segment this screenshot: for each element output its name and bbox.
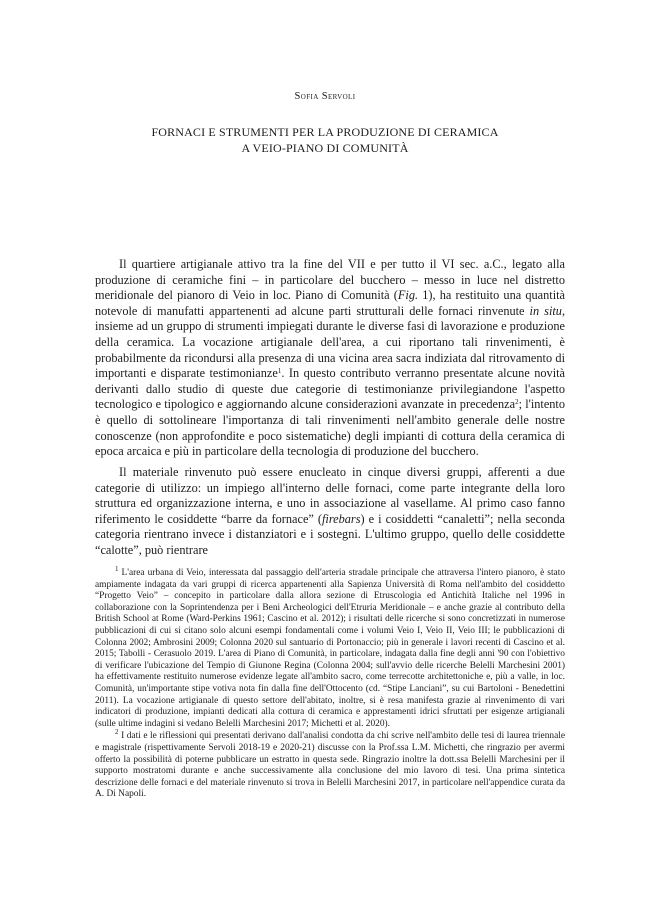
paragraph-text: ) e i cosiddetti “canaletti”; nella seconda categoria rientrano invece i distanziatori e i sostegni. L'ultimo gruppo, quello delle cosiddette “calotte”, può rientrare [95, 511, 565, 557]
paragraph-text: 1), ha restituito una quantità notevole di manufatti appartenenti ad alcune parti strutturali delle fornaci rinvenute [95, 288, 565, 318]
paragraph-text: . In questo contributo verranno presentate alcune novità derivanti dallo studio di queste due categorie di testimonianze privilegiandone l'aspetto tecnologico e tipologico e aggiornando alcune considerazioni avanzate in precedenza [95, 366, 565, 412]
italic-term: in situ [529, 303, 562, 318]
footnote-1 [95, 565, 566, 730]
footnote-2 [95, 728, 565, 801]
paragraph-text: ; l'intento è quello di sottolineare l'importanza di tali rinvenimenti nell'ambito generale delle nostre conoscenze (non approfondite e poco sistematiche) degli impianti di cottura della ceramica di epoca arcaica e più in particolare della tecnologia di produzione del bucchero. [95, 397, 565, 459]
footnote-marker-2[interactable]: 2 [515, 398, 519, 407]
paragraph-text: Il materiale rinvenuto può essere enucleato in cinque diversi gruppi, afferenti a due categorie di utilizzo: un impiego all'interno delle fornaci, come parte integrante della loro struttura ed organizzazione interna, e uno in associazione al vasellame. Al primo caso fanno riferimento le cosiddette “barre da fornace” ( [95, 465, 565, 526]
footnote-number: 2 [115, 728, 119, 737]
article-title [100, 124, 550, 156]
paragraph-text: Il quartiere artigianale attivo tra la fine del VII e per tutto il VI sec. a.C., legato alla produzione di ceramiche fini – in particolare del bucchero – messo in luce nel distretto meridionale del pianoro di Veio in loc. Piano di Comunità ( [95, 257, 565, 303]
title-line-1: FORNACI E STRUMENTI PER LA PRODUZIONE DI CERAMICA [151, 125, 499, 139]
footnotes [95, 565, 566, 801]
figure-reference: Fig. [397, 288, 419, 303]
author-name: Sofia Servoli [294, 91, 356, 102]
footnote-marker-1[interactable]: 1 [277, 367, 282, 376]
footnote-text: I dati e le riflessioni qui presentati derivano dall'analisi condotta da chi scrive nell'ambito delle tesi di laurea triennale e magistrale (rispettivamente Servoli 2018-19 e 2020-21) discusse con la Prof.ssa L.M. Michetti, che ringrazio per avermi offerto la possibilità di poterne pubblicare un estratto in questa sede. Ringrazio inoltre la dott.ssa Belelli Marchesini per il supporto mostratomi durante e anche successivamente alla conclusione del mio lavoro di tesi. Una prima sintetica descrizione delle fornaci e del materiale rinvenuto si trova in Belelli Marchesini 2017, in particolare nell'appendice curata da A. Di Napoli. [95, 731, 565, 800]
title-line-2: A VEIO-PIANO DI COMUNITÀ [241, 141, 409, 155]
paragraph-text: , insieme ad un gruppo di strumenti impiegati durante le diverse fasi di lavorazione e produzione della ceramica. La vocazione artigianale dell'area, a cui riportano tali rinvenimenti, è probabilmente da ricondursi alla presenza di una vicina area sacra indiziata dal ritrovamento di importanti e disparate testimonianze [95, 303, 566, 381]
body-paragraph-2 [95, 465, 565, 559]
footnote-number: 1 [115, 565, 119, 573]
footnote-text: L'area urbana di Veio, interessata dal passaggio dell'arteria stradale principale che attraversa l'intero pianoro, è stato ampiamente indagata da vari gruppi di ricerca appartenenti alla Sapienza Università di Roma nell'ambito del cosiddetto “Progetto Veio” – concepito in particolare dalla allora sezione di Etruscologia ed Antichità Italiche nel 1996 in collaborazione con la Soprintendenza per i Beni Archeologici dell'Etruria Meridionale – e anche grazie al contributo della British School at Rome (Ward-Perkins 1961; Cascino et al. 2012); i risultati delle ricerche si sono concretizzati in numerose pubblicazioni di cui si citano solo alcuni esempi fondamentali come i volumi Veio I, Veio II, Veio III; le pubblicazioni di Colonna 2002; Ambrosini 2009; Colonna 2020 sul santuario di Portonaccio; più in generale i lavori recenti di Cascino et al. 2015; Tabolli - Cerasuolo 2019. L'area di Piano di Comunità, in particolare, indagata dalla fine degli anni '90 con l'obiettivo di verificare l'ubicazione del Tempio di Giunone Regina (Colonna 2004; sull'avvio delle ricerche Belelli Marchesini 2001) ha effettivamente restituito numerose evidenze legate all'ambito sacro, come terrecotte architettoniche e, più a valle, in loc. Comunità, un'importante stipe votiva nota fin dalla fine dell'Ottocento (cd. “Stipe Lanciani”, su cui Bartoloni - Benedettini 2011). La vocazione artigianale di questo settore dell'abitato, inoltre, si è resa manifesta grazie al rinvenimento di vari indicatori di produzione, impianti dedicati alla cottura di ceramica e apprestamenti idrici sfruttati per esigenze artigianali (sulle ultime indagini si vedano Belelli Marchesini 2017; Michetti et al. 2020). [95, 568, 566, 729]
italic-term: firebars [322, 511, 361, 526]
body-paragraph-1 [95, 257, 565, 460]
